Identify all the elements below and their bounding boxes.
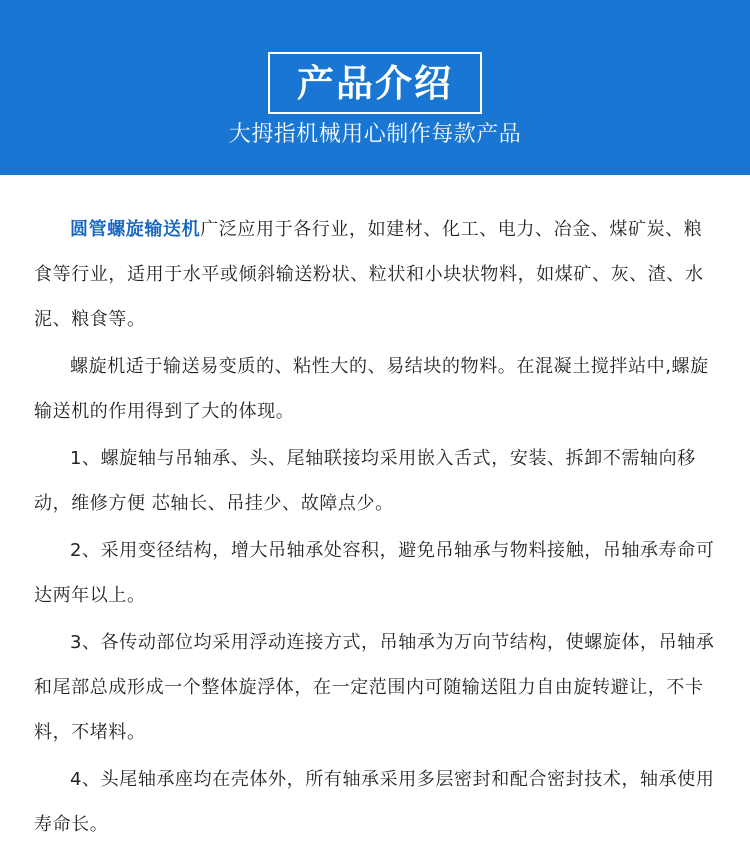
page-subtitle: 大拇指机械用心制作每款产品 (228, 122, 522, 147)
paragraph-feature-3: 3、各传动部位均采用浮动连接方式，吊轴承为万向节结构，使螺旋体，吊轴承和尾部总成形成一个整体旋浮体，在一定范围内可随输送阻力自由旋转避让，不卡料，不堵料。 (34, 632, 715, 743)
paragraph-feature-1: 1、螺旋轴与吊轴承、头、尾轴联接均采用嵌入舌式，安装、拆卸不需轴向移动，维修方便 芯轴长、吊挂少、故障点少。 (34, 448, 696, 514)
header-banner (0, 0, 750, 175)
product-name-highlight: 圆管螺旋输送机 (70, 219, 201, 240)
title-frame (268, 52, 482, 114)
intro-paragraph (34, 207, 718, 342)
product-description (34, 207, 718, 847)
paragraph-usage: 螺旋机适于输送易变质的、粘性大的、易结块的物料。在混凝土搅拌站中,螺旋输送机的作用得到了大的体现。 (34, 356, 709, 422)
page-title: 产品介绍 (297, 61, 453, 105)
intro-text: 广泛应用于各行业，如建材、化工、电力、冶金、煤矿炭、粮食等行业，适用于水平或倾斜输送粉状、粒状和小块状物料，如煤矿、灰、渣、水泥、粮食等。 (34, 219, 704, 330)
paragraph-feature-4: 4、头尾轴承座均在壳体外，所有轴承采用多层密封和配合密封技术，轴承使用寿命长。 (34, 769, 715, 835)
paragraph-feature-2: 2、采用变径结构，增大吊轴承处容积，避免吊轴承与物料接触，吊轴承寿命可达两年以上。 (34, 540, 715, 606)
